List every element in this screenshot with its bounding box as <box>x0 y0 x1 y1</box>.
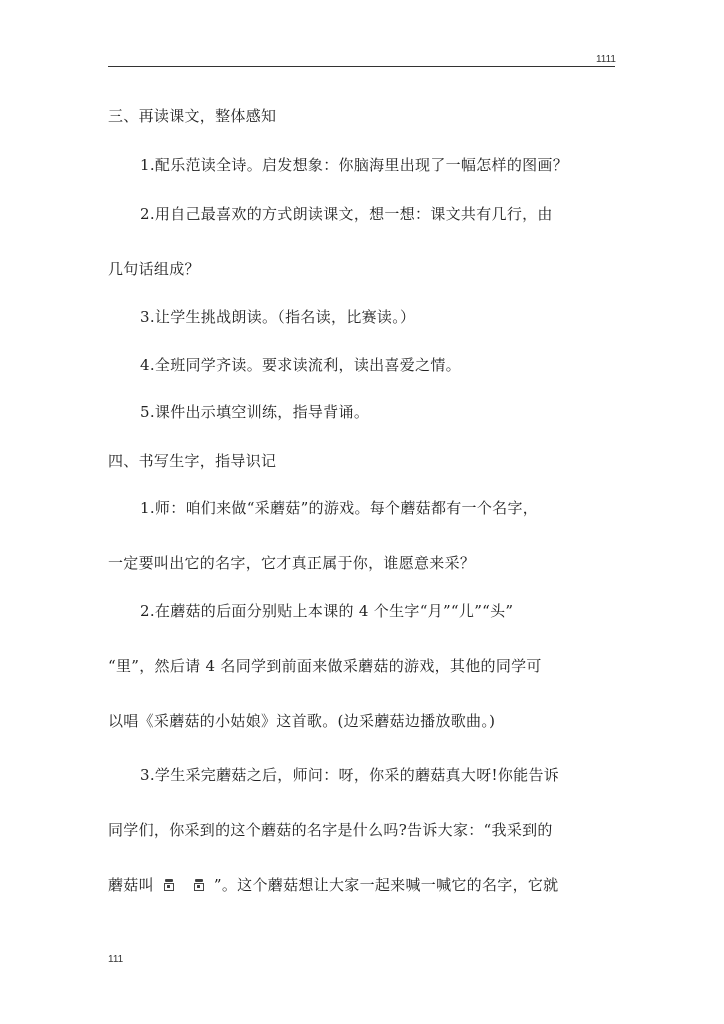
paragraph-line: 以唱《采蘑菇的小姑娘》这首歌。(边采蘑菇边播放歌曲。) <box>108 712 496 730</box>
paragraph-line <box>108 875 618 895</box>
placeholder-image <box>194 879 204 891</box>
text-segment: ”。这个蘑菇想让大家一起来喊一喊它的名字，它就 <box>213 876 559 894</box>
paragraph-line: “里”，然后请 4 名同学到前面来做采蘑菇的游戏，其他的同学可 <box>108 657 542 675</box>
header-page-number: 1111 <box>595 54 616 65</box>
paragraph-line: 2.在蘑菇的后面分别贴上本课的 4 个生字“月”“儿”“头” <box>140 602 514 620</box>
header-rule <box>108 66 615 67</box>
paragraph-line: 同学们，你采到的这个蘑菇的名字是什么吗?告诉大家：“我采到的 <box>108 821 553 839</box>
section-heading-3: 三、再读课文，整体感知 <box>108 107 277 125</box>
paragraph-line: 3.学生采完蘑菇之后，师问：呀，你采的蘑菇真大呀!你能告诉 <box>140 766 560 784</box>
placeholder-image <box>164 879 174 891</box>
paragraph-line: 3.让学生挑战朗读。（指名读，比赛读。） <box>140 308 416 326</box>
paragraph-line: 一定要叫出它的名字，它才真正属于你，谁愿意来采？ <box>108 554 476 572</box>
paragraph-line: 几句话组成？ <box>108 260 200 278</box>
paragraph-line: 5.课件出示填空训练，指导背诵。 <box>140 403 370 421</box>
paragraph-line: 2.用自己最喜欢的方式朗读课文，想一想：课文共有几行，由 <box>140 205 553 223</box>
section-heading-4: 四、书写生字，指导识记 <box>108 452 277 470</box>
paragraph-line: 1.配乐范读全诗。启发想象：你脑海里出现了一幅怎样的图画？ <box>140 156 569 174</box>
paragraph-line: 1.师：咱们来做“采蘑菇”的游戏。每个蘑菇都有一个名字， <box>140 499 539 517</box>
paragraph-line: 4.全班同学齐读。要求读流利，读出喜爱之情。 <box>140 356 461 374</box>
footer-page-number: 111 <box>108 954 124 965</box>
text-segment: 蘑菇叫 <box>108 876 154 894</box>
